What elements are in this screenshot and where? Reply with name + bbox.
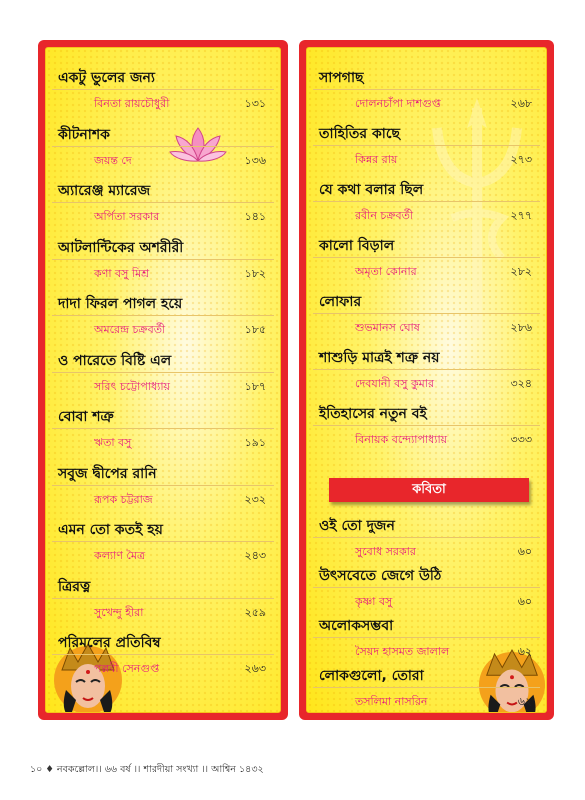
toc-entry-page-number: ১৩৬	[244, 153, 266, 167]
toc-entry-page-number: ৬২	[517, 695, 532, 708]
toc-entry-title: ইতিহাসের নতুন বই	[319, 406, 427, 422]
toc-entry-author: পল্লবী সেনগুপ্ত	[94, 662, 160, 675]
toc-divider	[313, 313, 540, 314]
toc-divider	[52, 485, 274, 486]
toc-entry-page-number: ৩৩৩	[510, 433, 532, 446]
durga-face-right-icon	[477, 646, 547, 713]
toc-entry-page-number: ২৭৭	[510, 209, 532, 222]
toc-entry-page-number: ১৮২	[244, 266, 266, 280]
toc-entry-author: অমৃতা কোনার	[355, 265, 417, 278]
toc-entry-page-number: ২৮৬	[510, 321, 532, 334]
toc-divider	[52, 541, 274, 542]
toc-entry-author: শুভমানস ঘোষ	[355, 321, 420, 334]
toc-entry-page-number: ৬২	[517, 645, 532, 658]
toc-divider	[52, 315, 274, 316]
toc-entry-page-number: ১৪১	[244, 210, 266, 223]
toc-divider	[313, 687, 540, 688]
toc-entry-author: রবীন চক্রবর্তী	[355, 209, 414, 222]
toc-divider	[313, 425, 540, 426]
toc-entry-page-number: ১৮৫	[244, 323, 266, 336]
toc-entry-title: এমন তো কতই হয়	[58, 522, 163, 538]
toc-divider	[313, 587, 540, 588]
toc-divider	[52, 89, 274, 90]
toc-entry-author: তসলিমা নাসরিন	[355, 695, 428, 708]
toc-entry-title: তাহিতির কাছে	[319, 126, 400, 142]
toc-entry-page-number: ২৬৩	[244, 662, 266, 675]
toc-divider	[52, 598, 274, 599]
toc-entry-title: আটলান্টিকের অশরীরী	[58, 239, 184, 256]
toc-entry-author: রূপক চট্টরাজ	[94, 492, 153, 506]
toc-divider	[52, 202, 274, 203]
toc-divider	[313, 537, 540, 538]
toc-entry-page-number: ২৪৩	[244, 549, 266, 562]
toc-entry-title: লোফার	[319, 294, 362, 310]
toc-entry-author: কল্যাণ মৈত্র	[94, 549, 146, 562]
toc-divider	[52, 654, 274, 655]
toc-entry-title: ও পারেতে বিষ্টি এল	[58, 352, 172, 369]
toc-entry-page-number: ২৭৩	[510, 153, 532, 166]
toc-divider	[313, 201, 540, 202]
toc-entry-author: সৈয়দ হাসমত জালাল	[355, 645, 450, 658]
left-toc-background	[45, 47, 281, 713]
toc-entry-title: অ্যারেঞ্জ ম্যারেজ	[58, 183, 151, 199]
toc-divider	[52, 146, 274, 147]
right-toc-panel	[299, 40, 554, 720]
page-footer: ১০ ♦ নবকল্লোল।। ৬৬ বর্ষ ।। শারদীয়া সংখ্যা ।। আশ্বিন ১৪৩২	[30, 764, 264, 775]
toc-divider	[52, 428, 274, 429]
toc-divider	[52, 259, 274, 260]
toc-entry-title: উৎসবেতে জেগে উঠি	[319, 568, 442, 584]
toc-entry-page-number: ২৬৮	[510, 97, 532, 110]
toc-entry-author: বিনতা রায়চৌধুরী	[94, 97, 170, 110]
toc-entry-author: অর্পিতা সরকার	[94, 210, 160, 223]
toc-entry-title: পরিমলের প্রতিবিম্ব	[58, 635, 161, 651]
toc-entry-title: দাদা ফিরল পাগল হয়ে	[58, 296, 183, 312]
toc-entry-title: সাপগাছ	[319, 70, 364, 86]
toc-entry-title: বোবা শত্রু	[58, 409, 114, 425]
toc-entry-author: কিন্নর রায়	[355, 153, 398, 166]
toc-entry-title: ওই তো দুজন	[319, 518, 395, 534]
toc-entry-title: একটু ভুলের জন্য	[58, 70, 155, 86]
toc-entry-author: সরিৎ চট্টোপাধ্যায়	[94, 379, 171, 393]
toc-divider	[313, 369, 540, 370]
toc-entry-author: কণা বসু মিশ্র	[94, 266, 150, 280]
toc-entry-title: কীটনাশক	[58, 126, 110, 143]
toc-entry-author: ঋতা বসু	[94, 436, 132, 449]
toc-entry-author: কৃষ্ণা বসু	[355, 595, 393, 608]
toc-entry-title: অলোকসম্ভবা	[319, 618, 394, 634]
toc-entry-page-number: ২৮২	[510, 265, 532, 278]
toc-entry-page-number: ২৫৯	[244, 605, 266, 619]
toc-divider	[313, 257, 540, 258]
toc-entry-author: দোলনচাঁপা দাশগুপ্ত	[355, 97, 441, 110]
toc-entry-page-number: ১৩১	[244, 97, 266, 110]
toc-divider	[313, 145, 540, 146]
toc-divider	[313, 637, 540, 638]
toc-entry-title: ত্রিরত্ন	[58, 578, 91, 595]
toc-divider	[52, 372, 274, 373]
poetry-section-heading: কবিতা	[329, 478, 529, 502]
left-toc-panel	[38, 40, 288, 720]
toc-entry-title: সবুজ দ্বীপের রানি	[58, 465, 157, 482]
right-toc-background	[306, 47, 547, 713]
toc-entry-title: লোকগুলো, তোরা	[319, 668, 424, 684]
toc-entry-title: শাশুড়ি মাত্রই শত্রু নয়	[319, 350, 440, 366]
toc-entry-author: বিনায়ক বন্দ্যোপাধ্যায়	[355, 433, 448, 446]
toc-divider	[313, 89, 540, 90]
toc-entry-author: জয়ন্ত দে	[94, 153, 132, 167]
toc-entry-author: অমরেন্দ্র চক্রবর্তী	[94, 323, 166, 336]
toc-entry-author: সুবোধ সরকার	[355, 545, 416, 558]
toc-entry-page-number: ৬০	[517, 595, 532, 608]
toc-entry-page-number: ৩২৪	[510, 377, 532, 390]
toc-entry-author: দেবযানী বসু কুমার	[355, 377, 435, 390]
toc-entry-page-number: ২৩২	[244, 492, 266, 506]
toc-entry-page-number: ১৮৭	[244, 379, 266, 393]
toc-entry-title: যে কথা বলার ছিল	[319, 182, 424, 198]
toc-entry-author: সুখেন্দু হীরা	[94, 605, 144, 619]
toc-entry-title: কালো বিড়াল	[319, 238, 395, 254]
toc-entry-page-number: ৬০	[517, 545, 532, 558]
toc-entry-page-number: ১৯১	[244, 436, 266, 449]
